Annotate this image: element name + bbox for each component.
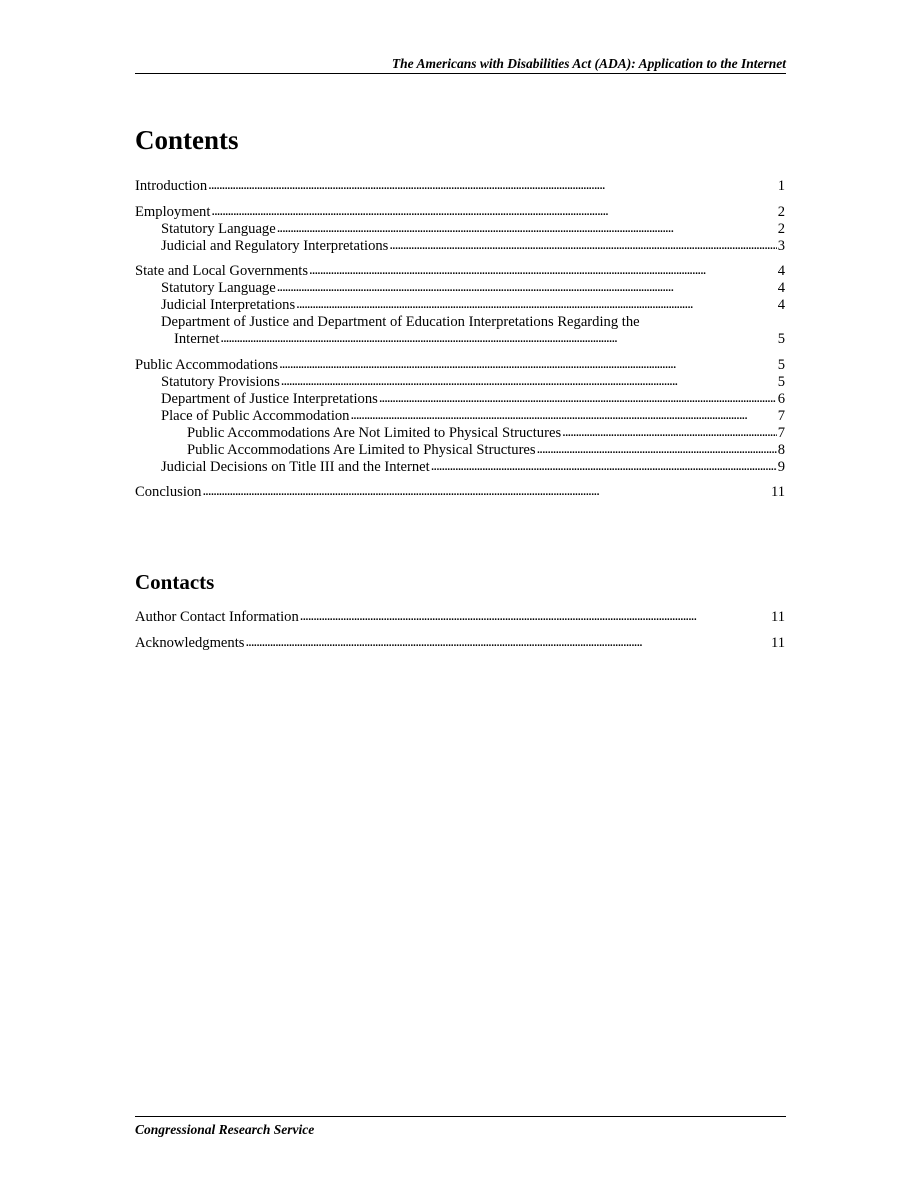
toc-page-number: 4	[777, 297, 785, 314]
toc-page-number: 2	[777, 220, 785, 237]
toc-entry[interactable]	[135, 609, 785, 626]
toc-entry[interactable]	[135, 635, 785, 652]
publisher-name: Congressional Research Service	[135, 1122, 315, 1137]
dot-leader	[277, 279, 777, 296]
toc-entry[interactable]	[135, 442, 785, 459]
toc-page-number: 1	[777, 178, 785, 194]
toc-entry[interactable]	[135, 238, 785, 255]
toc-entry-title: Judicial Interpretations	[161, 297, 296, 314]
toc-entry-title-continuation: Internet	[174, 331, 220, 348]
toc-entry-title: Conclusion	[135, 484, 202, 501]
toc-page-number: 11	[770, 634, 785, 651]
toc-entry[interactable]	[135, 178, 785, 195]
dot-leader	[309, 262, 777, 279]
contacts-heading: Contacts	[135, 570, 215, 594]
toc-entry-title: Public Accommodations Are Limited to Physical Structures	[187, 441, 536, 458]
toc-entry-title: Author Contact Information	[135, 609, 299, 625]
dot-leader	[389, 237, 776, 254]
dot-leader	[279, 356, 777, 373]
running-header	[135, 56, 786, 74]
toc-page-number: 3	[777, 237, 785, 254]
toc-entry-title: Department of Justice and Department of Education Interpretations Regarding the	[161, 314, 640, 331]
dot-leader	[202, 483, 769, 500]
toc-entry-title: State and Local Governments	[135, 263, 309, 280]
toc-entry[interactable]	[135, 221, 785, 238]
toc-entry-title: Place of Public Accommodation	[161, 407, 350, 424]
toc-page-number: 7	[777, 424, 785, 441]
dot-leader	[220, 330, 776, 347]
dot-leader	[300, 608, 770, 625]
toc-page-number: 7	[777, 407, 785, 424]
toc-page-number: 5	[777, 331, 785, 348]
toc-entry-title: Public Accommodations Are Not Limited to Physical Structures	[187, 424, 562, 441]
dot-leader	[277, 220, 777, 237]
toc-entry[interactable]	[135, 280, 785, 297]
toc-page-number: 5	[777, 356, 785, 373]
toc-entry[interactable]	[135, 357, 785, 374]
toc-entry[interactable]	[135, 204, 785, 221]
running-title: The Americans with Disabilities Act (ADA): Application to the Internet	[391, 56, 786, 71]
toc-page-number: 6	[777, 390, 785, 407]
toc-page-number: 5	[777, 373, 785, 390]
toc-entry-title: Statutory Provisions	[161, 373, 280, 390]
toc-page-number: 8	[777, 441, 785, 458]
toc-page-number: 11	[770, 609, 785, 625]
toc-page-number: 2	[777, 203, 785, 220]
toc-entry-title: Public Accommodations	[135, 356, 279, 373]
toc-entry[interactable]	[135, 425, 785, 442]
toc-entry[interactable]	[135, 459, 785, 476]
dot-leader	[281, 373, 777, 390]
table-of-contents	[135, 178, 785, 501]
dot-leader	[211, 203, 776, 220]
toc-page-number: 11	[770, 484, 785, 501]
toc-entry[interactable]	[135, 331, 785, 348]
dot-leader	[245, 634, 770, 651]
toc-entry[interactable]	[135, 484, 785, 501]
toc-entry-title: Judicial Decisions on Title III and the Internet	[161, 458, 430, 475]
dot-leader	[431, 458, 777, 475]
contacts-list	[135, 609, 785, 652]
toc-page-number: 4	[777, 280, 785, 297]
dot-leader	[379, 390, 777, 407]
toc-entry[interactable]	[135, 408, 785, 425]
dot-leader	[208, 177, 777, 194]
dot-leader	[537, 441, 777, 458]
toc-entry[interactable]	[135, 297, 785, 314]
dot-leader	[296, 296, 777, 313]
toc-entry-title: Acknowledgments	[135, 634, 245, 651]
dot-leader	[350, 407, 776, 424]
toc-page-number: 4	[777, 263, 785, 280]
toc-entry[interactable]	[135, 391, 785, 408]
toc-entry-title: Statutory Language	[161, 280, 276, 297]
toc-entry-title: Judicial and Regulatory Interpretations	[161, 237, 389, 254]
contents-heading: Contents	[135, 125, 239, 155]
toc-entry-title: Employment	[135, 203, 211, 220]
toc-entry[interactable]	[135, 263, 785, 280]
running-footer	[135, 1116, 786, 1137]
toc-entry-title: Department of Justice Interpretations	[161, 390, 378, 407]
toc-entry-title: Statutory Language	[161, 220, 276, 237]
toc-entry[interactable]	[135, 374, 785, 391]
dot-leader	[562, 424, 777, 441]
toc-page-number: 9	[777, 458, 785, 475]
toc-entry-title: Introduction	[135, 178, 208, 194]
